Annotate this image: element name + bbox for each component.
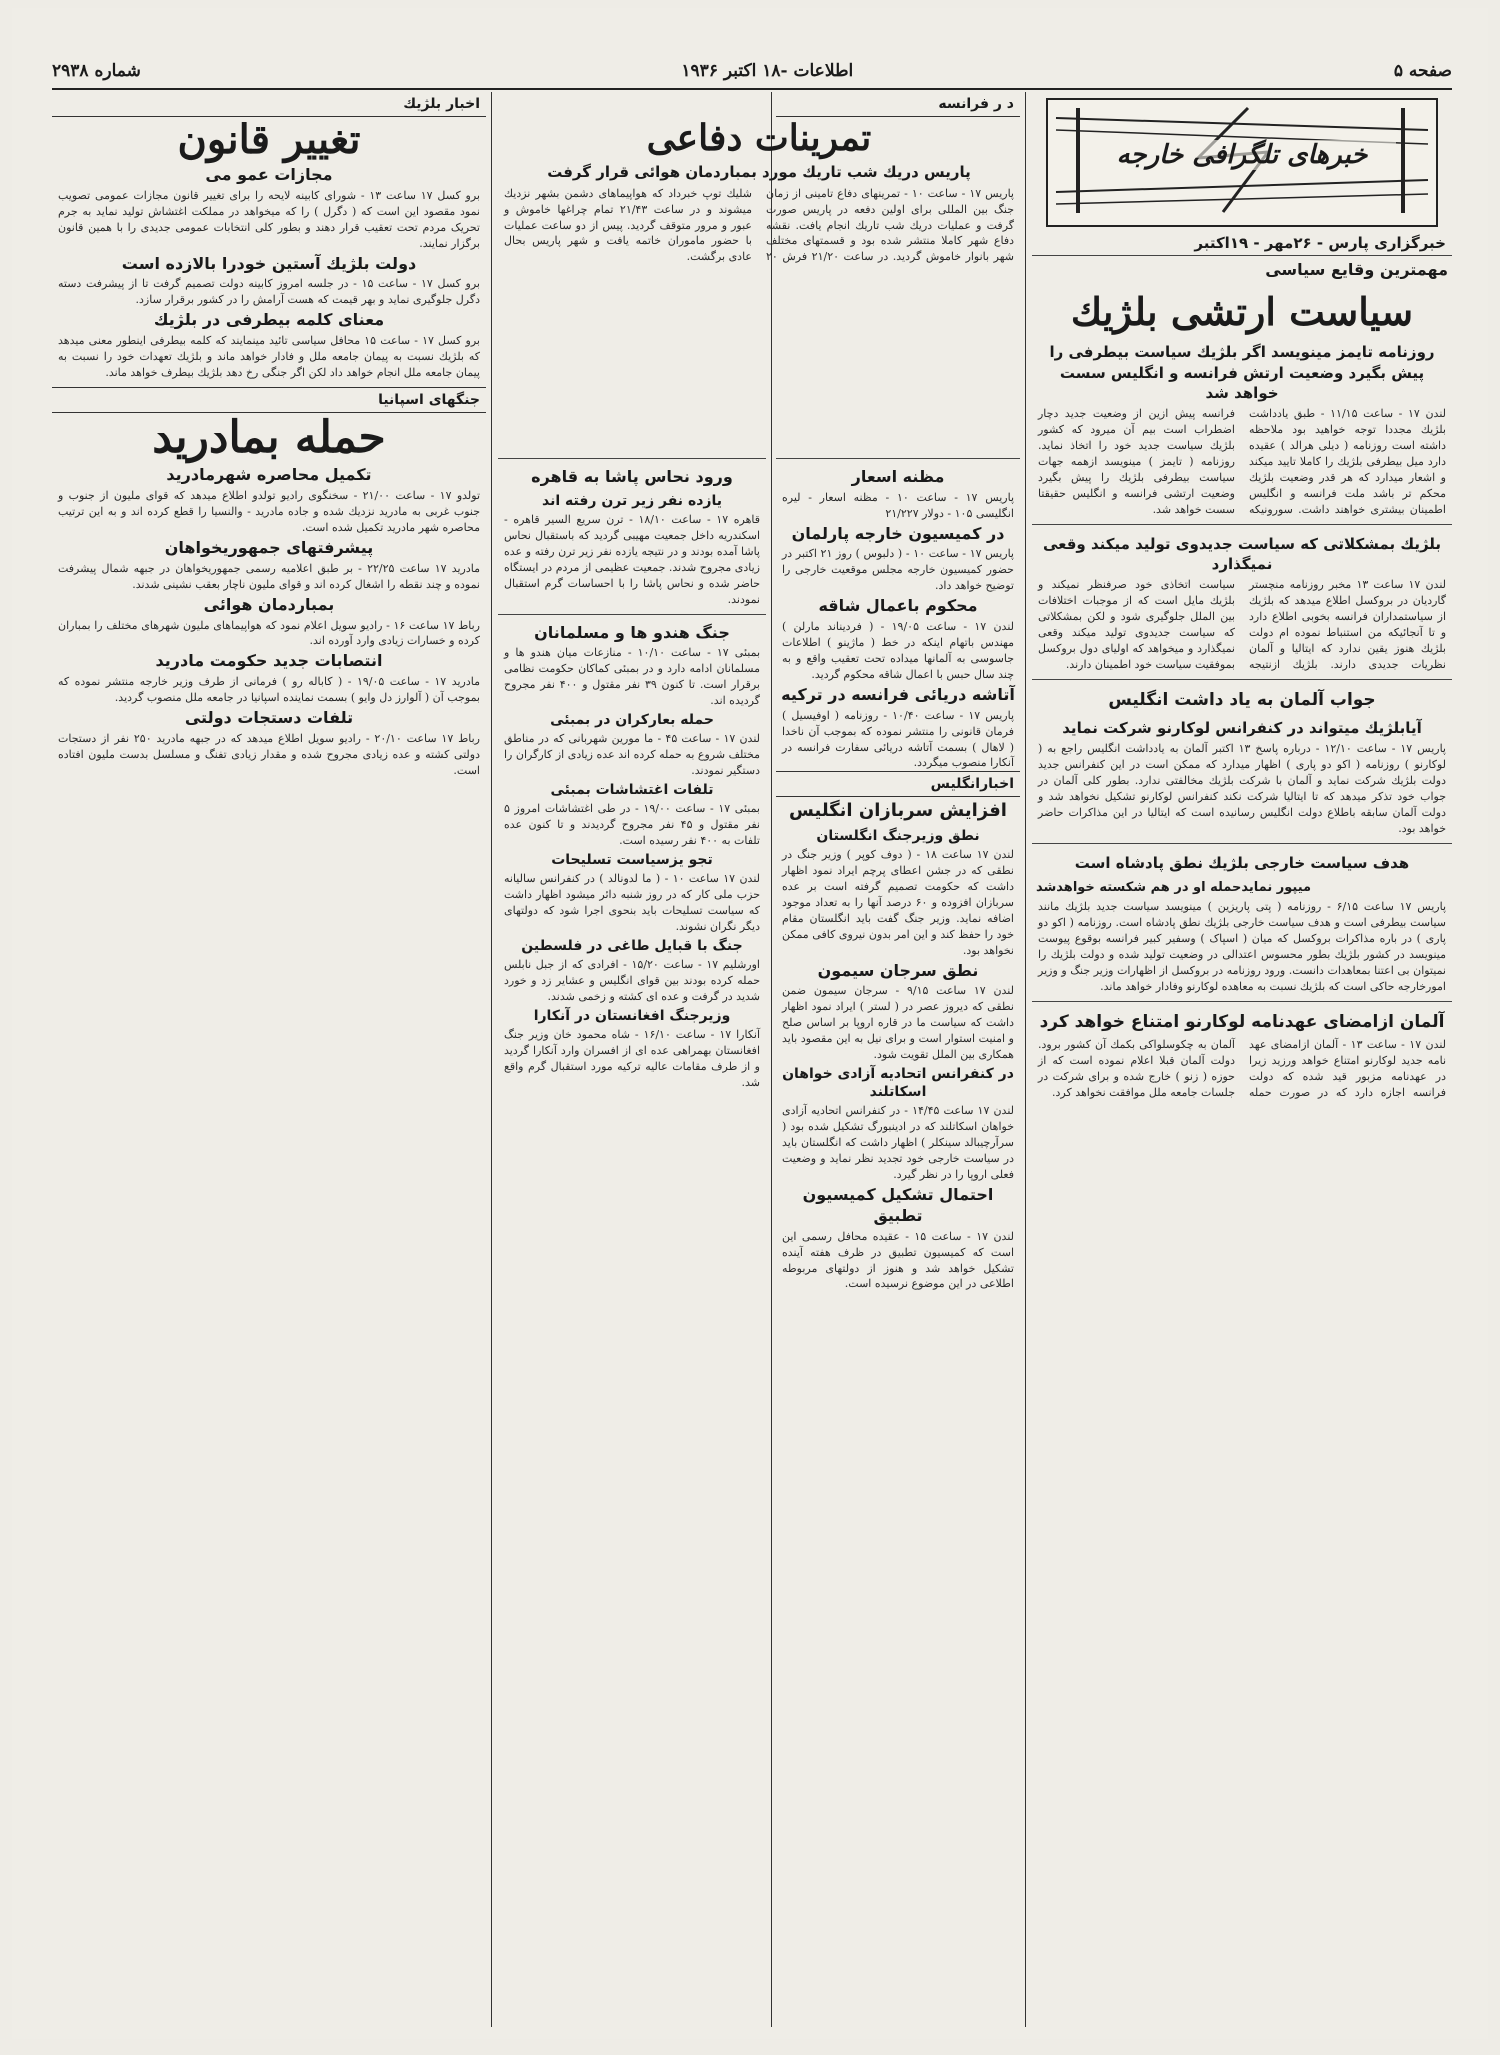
article-body: لندن ۱۷ ساعت ۱۰ - ( ما لدونالد ) در کنفرانس سالیانه حزب ملی کار که در روز شنبه دائر میشود اظهار داشت که سیاست تسلیحات باید بنحوی اجرا شود که دولتهای دیگر نگران نشوند. [504, 872, 760, 934]
column-rule [491, 92, 492, 2027]
article-body: بمبئی ۱۷ - ساعت ۱۰/۱۰ - منازعات میان هندو ها و مسلمانان ادامه دارد و در بمبئی کماکان حکومت نظامی برقرار است. تا کنون ۳۹ نفر مقتول و ۴۰۰ نفر مجروح گردیده اند. [504, 646, 761, 708]
article-body: رباط ۱۷ ساعت ۱۶ - رادیو سویل اعلام نمود که هواپیماهای ملیون شهرهای مختلف را بمباران کرده و خسارات زیادی وارد آورده اند. [58, 618, 480, 648]
headline-law-change: تغییر قانون [177, 116, 361, 163]
box-body: پاریس ۱۷ - ساعت ۱۰ - ( دلبوس ) روز ۲۱ اکتبر در حضور کمیسیون خارجه مجلس موقعیت خارجی را توضیح خواهد داد. [782, 547, 1014, 593]
headline-belgium-army-policy: سیاست ارتشی بلژیك [1070, 288, 1414, 334]
issue-number: شماره ۲۹۳۸ [52, 61, 141, 81]
article-body: لندن ۱۷ ساعت ۱۸ - ( دوف کوپر ) وزیر جنگ در نطقی که در جشن اعطای پرچم ایراد نمود اظهار داشت که حکومت تصمیم گرفته است بر عده سربازان افزوده و ۶۰ درصد آنها را به تعداد موجود اضافه نماید. وزیر جنگ گفت باید انگلستان مقام خود را حفظ کند و این امر بدون نیروی کافی ممکن نخواهد بود. [782, 847, 1014, 957]
logo-text: خبرهای تلگرافی خارجه [1088, 140, 1396, 170]
defense-exercises-story [498, 118, 1020, 448]
article-body: پاریس ۱۷ - ساعت ۱۲/۱۰ - درباره پاسخ ۱۳ اکتبر آلمان به یادداشت انگلیس راجع به ( لوکارنو ) روزنامه ( اکو دو پاری ) اظهار میدارد که ممکن است در این کنفرانس جدید دولت بلژیك شرکت نماید و آلمان با شرکت بلژیك مخالفتی ندارد. بطور کلی آلمان در جواب خود تذکر میدهد که تا ایتالیا شرکت نکند کنفرانس لوکارنو تشکیل نخواهد شد و دولت آلمان سابقه باطلاع دولت انگلیس رسانیده است که ایتالیا در این مذاکرات حاضر خواهد بود. [1038, 741, 1446, 835]
box-title-parliament-commission: در کمیسیون خارجه پارلمان [791, 523, 1005, 543]
column-middle-news [498, 452, 766, 2027]
subhead-belgian-policy-goal: هدف سیاست خارجی بلژیك نطق پادشاه است [1074, 853, 1410, 872]
box-body: لندن ۱۷ - ساعت ۱۹/۰۵ - ( فردیناند مارلن ) مهندس باتهام اینکه در خط ( ماژینو ) اطلاعات جاسوسی به آلمانها میداده تحت تعقیب واقع و به چند سال حبس با اعمال شاقه محکوم گردید. [782, 620, 1014, 681]
article-body: لندن ۱۷ - ساعت ۱۵ - عقیده محافل رسمی این است که کمیسیون تطبیق در ظرف هفته آینده تشکیل خواهد شد و هنوز از دولتهای مربوطه اطلاعی در این موضوع نرسیده است. [782, 1229, 1014, 1291]
article-body: پاریس ۱۷ - ساعت ۱۰ - تمرینهای دفاع تامینی از زمان جنگ بین المللی برای اولین دفعه در پاریس صورت گرفت و عملیات دریك شب تاریك انجام یافت. نقشه دفاع شهر کاملا منتشر شده بود و قسمتهای مختلف شهر بانوار خاموش گردید. در ساعت ۲۱/۲۰ فرش ۲۰ شلیك توپ خبرداد که هواپیماهای دشمن بشهر نزدیك میشوند و در ساعت ۲۱/۴۳ تمام چراغها خاموش و عبور و مرور متوقف گردید. پیس از دو ساعت عملیات با حضور ماموران خاتمه یافت و شهر پاریس بحال عادی برگشت. [504, 186, 1014, 264]
headline-bombay-casualties: تلفات اغتشاشات بمبئی [550, 782, 714, 799]
subhead-war-minister: نطق وزیرجنگ انگلستان [816, 827, 980, 844]
box-title-naval-attache: آتاشه دریائی فرانسه در ترکیه [781, 684, 1015, 704]
subhead-belgium-difficulties: بلژیك بمشکلاتی که سیاست جدیدوی تولید میکند وقعی نمیگذارد [1042, 534, 1442, 573]
subhead-republican-advance: پیشرفتهای جمهوریخواهان [164, 538, 374, 558]
paper-date: اطلاعات -۱۸ اکتبر ۱۹۳۶ [681, 61, 854, 81]
headline-hindu-muslim: جنگ هندو ها و مسلمانان [534, 622, 730, 642]
page-number: صفحه ۵ [1393, 61, 1452, 81]
column-belgium-spain [52, 92, 486, 2027]
subhead-neutrality-meaning: معنای کلمه بیطرفی در بلژیك [153, 310, 385, 330]
article-body: قاهره ۱۷ - ساعت ۱۸/۱۰ - ترن سریع السیر قاهره - اسکندریه داخل جمعیت مهیبی گردید که باستقبال نحاس پاشا آمده بودند و در نتیجه یازده نفر زیر ترن رفته و عده زیادی مجروح شدند. جمعیت عظیمی از مردم در ایستگاه حاضر شده و نحاس پاشا را با احساسات گرم استقبال نمودند. [504, 512, 760, 606]
box-title-hard-labor: محکوم باعمال شاقه [818, 596, 978, 616]
article-body: لندن ۱۷ - ساعت ۱۳ - آلمان ازامضای عهد نامه جدید لوکارنو امتناع خواهد ورزید زیرا در عهدنامه مزبور قید شده که دولت فرانسه اجازه دارد که در صورت حمله آلمان به چکوسلواکی بکمك آن کشور برود. دولت آلمان قبلا اعلام نموده است که از حوزه ( زنو ) خارج شده و برای شرکت در جلسات جامعه ملل موافقت نخواهد کرد. [1038, 1037, 1447, 1099]
subhead-air-bombardment: بمباردمان هوائی [203, 594, 335, 614]
article-body: برو کسل ۱۷ ساعت ۱۳ - شورای کابینه لایحه را برای تغییر قانون مجازات عمومی تصویب نمود مقصود این است که ( دگرل ) را که میخواهد در مملکت اغتشاش تولید نماید به جرم تحریک مردم تحت تعقیب قرار دهند و بطور کلی انتخابات عمومی جدیدی را با همین قانون برگزار نمایند. [58, 188, 480, 250]
article-body: پاریس ۱۷ ساعت ۶/۱۵ - روزنامه ( پتی پاریزین ) مینویسد سیاست جدید بلژیك مانند سیاست بیطرفی است و هدف سیاست خارجی بلژیك نطق پادشاه است. روزنامه ( اکو دو پاری ) در باره مذاکرات بروکسل که میان ( اسپاک ) وسفیر کبیر فرانسه بوقوع پیوست مینویسد در کشور بلژیك بطور محسوس اعتدالی در وضعیت تولید شده و دولت بلژیك را نمیتوان بی اعتنا بمعاهدات دانست. ورود روزنامه در بروکسل از اظهارات وزیر جنگ و وزیر امورخارجه حاکی است که بلژیك نسبت به معاهده لوکارنو وفادار خواهد ماند. [1038, 900, 1447, 994]
divider [1032, 679, 1452, 680]
headline-palestine: جنگ با قبایل طاغی در فلسطین [521, 938, 743, 955]
divider [1032, 524, 1452, 525]
article-body: بمبئی ۱۷ - ساعت ۱۹/۰۰ - در طی اغتشاشات امروز ۵ نفر مقتول و ۴۵ نفر مجروح گردیدند و تا کنون عده تلفات به ۴۰۰ نفر رسیده است. [504, 802, 760, 848]
subhead-madrid-siege: تکمیل محاصره شهرمادرید [166, 465, 372, 485]
headline-defense-exercises: تمرینات دفاعی [646, 118, 872, 159]
article-body: لندن ۱۷ ساعت ۱۴/۴۵ - در کنفرانس اتحادیه آزادی خواهان اسکاتلند که در ادینبورگ تشکیل شده بود ( سرآرچیبالد سینکلر ) اظهار داشت که انگلستان باید در سیاست خارجی خود تجدید نظر نماید و وضعیت فعلی اروپا را در نظر گیرد. [782, 1104, 1014, 1182]
article-body: آنکارا ۱۷ - ساعت ۱۶/۱۰ - شاه محمود خان وزیر جنگ افغانستان بهمراهی عده ای از افسران وارد آنکارا گردید و از طرف مقامات عالیه ترکیه مورد استقبال گرم واقع شد. [504, 1028, 760, 1090]
article-body: رباط ۱۷ ساعت ۲۰/۱۰ - رادیو سویل اطلاع میدهد که در جبهه مادرید ۲۵۰ نفر از دستجات دولتی کشته و عده زیادی مجروح شده و مقدار زیادی تفنگ و مسلسل بدست ملیون افتاده است. [58, 731, 480, 777]
article-body: تولدو ۱۷ - ساعت ۲۱/۰۰ - سخنگوی رادیو تولدو اطلاع میدهد که قوای ملیون از جنوب و جنوب غربی به مادرید نزدیك شده و جاده مادرید - والنسیا را قطع کرده اند و به این ترتیب محاصره شهر مادرید تکمیل شده است. [58, 489, 481, 535]
section-label-england: اخبارانگلیس [776, 771, 1020, 797]
column-foreign-news [1032, 92, 1452, 2027]
article-body: لندن ۱۷ - ساعت ۱۱/۱۵ - طبق یادداشت بلژیك مجددا توجه خواهید بود ملاحظه داشته است روزنامه ( دیلی هرالد ) عقیده دارد میل بیطرفی بلژیك را کاملا تایید میکند و اشعار میدارد که هر قدر وضعیت بلژیك محکم تر باشد ملت فرانسه و انگلیس اطمینان بیشتری خواهند داشت. سورونیکه فرانسه پیش ازین از وضعیت جدید دچار اضطراب است بیم آن میرود که کشور بلژیك سیاست جدید خود را اتخاذ نماید. روزنامه ( تایمز ) مینویسد ازهمه جهات سیاست بیطرفی بلژیك را پیش بگیرد وضعیت ارتشی فرانسه و انگلیس حقیقتا سست خواهد شد. [1038, 407, 1446, 516]
section-label-belgium: اخبار بلژیك [403, 96, 480, 112]
subhead-germany-refuses: آلمان ازامضای عهدنامه لوکارنو امتناع خواهد کرد [1039, 1011, 1445, 1032]
masthead [52, 54, 1452, 90]
article-body: لندن ۱۷ - ساعت ۴۵ - ما مورین شهربانی که در مناطق مختلف شروع به حمله کرده اند عده زیادی از کارگران را دستگیر نمودند. [504, 732, 760, 778]
headline-british-soldiers: افزایش سربازان انگلیس [789, 800, 1007, 822]
subhead-government-casualties: تلفات دستجات دولتی [184, 708, 354, 728]
subhead-german-reply: جواب آلمان به یاد داشت انگلیس [1108, 689, 1376, 710]
subhead-paris-bombardment: پاریس دریك شب تاریك مورد بمباردمان هوائی قرار گرفت [547, 163, 971, 182]
section-label-spain: جنگهای اسپانیا [378, 391, 480, 408]
headline-armament-policy: تجو یزسیاست تسلیحات [551, 852, 713, 869]
section-label-france: د ر فرانسه [776, 92, 1020, 117]
article-body: برو کسل ۱۷ - ساعت ۱۵ محافل سیاسی تائید مینمایند که کلمه بیطرفی اینطور معنی میدهد که بلژیك نسبت به پیمان جامعه ملل و فادار خواهد ماند و بلژیك تعهدات خود را نسبت به پیمان جامعه ملل انجام خواهد داد لکن اگر جنگی رخ دهد بلژیك بیطرف خواهد ماند. [58, 334, 480, 379]
headline-scottish-liberals: در کنفرانس اتحادیه آزادی خواهان اسکاتلند [782, 1066, 1014, 1101]
subhead-times: روزنامه تایمز مینویسد اگر بلژیك سیاست بیطرفی را پیش بگیرد وضعیت ارتش فرانسه و انگلیس سست خواهد شد [1049, 343, 1435, 402]
article-body: مادرید ۱۷ - ساعت ۱۹/۰۵ - ( کاباله رو ) فرمانی از طرف وزیر خارجه منتشر نموده که بموجب آن ( آلوارز دل وایو ) بسمت نماینده اسپانیا در جامعه ملل منصوب گردید. [58, 675, 480, 705]
subhead-locarno: آیابلژیك میتواند در کنفرانس لوکارنو شرکت نماید [1062, 718, 1422, 737]
dateline: خبرگزاری پارس - ۲۶مهر - ۱۹اکتبر [1032, 231, 1452, 256]
divider [776, 458, 1020, 459]
divider [498, 458, 766, 459]
headline-adjustment-commission: احتمال تشکیل کمیسیون تطبیق [802, 1185, 994, 1225]
section-header-belgium [52, 92, 486, 117]
columns [52, 92, 1452, 2027]
subhead-train-accident: یازده نفر زیر ترن رفته اند [542, 492, 722, 509]
headline-madrid-attack: حمله بمادرید [152, 411, 386, 463]
subhead-small: میپور نمایدحمله او در هم شکسته خواهدشد [1036, 879, 1312, 895]
divider [498, 614, 766, 615]
subhead-new-appointments: انتصابات جدید حکومت مادرید [155, 651, 383, 671]
article-body: لندن ۱۷ ساعت ۹/۱۵ - سرجان سیمون ضمن نطقی که دیروز عصر در ( لستر ) ایراد نمود اظهار داشت که سیاست ما در قاره اروپا بر اساس صلح و امنیت استوار است و برای نیل به این مقصود باید همکاری بین الملل تقویت شود. [782, 984, 1014, 1062]
headline-nahas-pasha: ورود نحاس پاشا به قاهره [531, 467, 733, 486]
article-body: مادرید ۱۷ ساعت ۲۲/۲۵ - بر طبق اعلامیه رسمی جمهوریخواهان در جبهه شمال پیشرفت نموده و چند نقطه را اشغال کرده اند و قوای ملیون ناچار بعقب نشینی شدند. [58, 561, 480, 591]
headline-bombay-workers: حمله بعارکران در بمبئی [550, 712, 714, 729]
kicker: مهمترین وقایع سیاسی [1265, 260, 1448, 279]
article-body: اورشلیم ۱۷ - ساعت ۱۵/۲۰ - افرادی که از جبل نابلس حمله کرده بودند بین قوای انگلیس و عشایر زد و خورد شدید در گرفت و عده ای کشته و زخمی شدند. [504, 958, 760, 1004]
column-2-lower [776, 452, 1020, 2027]
headline-afghan-minister: وزیرجنگ افغانستان در آنکارا [533, 1008, 731, 1025]
article-body: برو کسل ۱۷ - ساعت ۱۵ - در جلسه امروز کابینه دولت تصمیم گرفت تا از پیشرفت دسته دگرل جلوگیری نماید و بهر قیمت که هست آرامش را در کشور برقرار سازد. [58, 277, 480, 307]
column-rule [1025, 92, 1026, 2027]
article-body: لندن ۱۷ ساعت ۱۳ مخبر روزنامه منچستر گاردیان در بروکسل اطلاع میدهد که بلژیك از سیاستمداران فرانسه بخوبی اطلاع دارد و تا آنجائیکه من استنباط نموده ام دولت بلژیك هنوز یقین ندارد که ایتالیا و آلمان نظریات جدیدی دارند. بلژیك ازنتیجه سیاست اتخاذی خود صرفنظر نمیکند و بلژیك مایل است که از موجبات اختلافات بین الملل جلوگیری شود و لکن بمشکلاتی که سیاست جدیدوی تولید میکند وقعی نمیگذارد و میخواهد که اولیای دول بروکسل بموفقیت سیاست خود اطمینان دارند. [1038, 578, 1446, 671]
box-title-exchange-rates: مظنه اسعار [851, 467, 945, 486]
section-header-spain [52, 387, 486, 413]
box-body: پاریس ۱۷ - ساعت ۱۰ - مظنه اسعار - لیره انگلیسی ۱۰۵ - دولار ۲۱/۲۲۷ [782, 490, 1015, 520]
subhead-public-penalties: مجازات عمو می [205, 165, 333, 184]
subhead-belgium-government: دولت بلژیك آستین خودرا بالازده است [121, 253, 417, 273]
divider [1032, 843, 1452, 844]
box-body: پاریس ۱۷ - ساعت ۱۰/۴۰ - روزنامه ( اوفیسیل ) فرمان قانونی را منتشر نموده که بموجب آن ناخدا ( لاهال ) بسمت آتاشه دریائی سفارت فرانسه در آنکارا منصوب میگردد. [782, 708, 1015, 770]
divider [1032, 1001, 1452, 1002]
telegraph-logo [1046, 98, 1438, 227]
headline-simon-speech: نطق سرجان سیمون [817, 960, 979, 980]
newspaper-page [12, 8, 1488, 2039]
